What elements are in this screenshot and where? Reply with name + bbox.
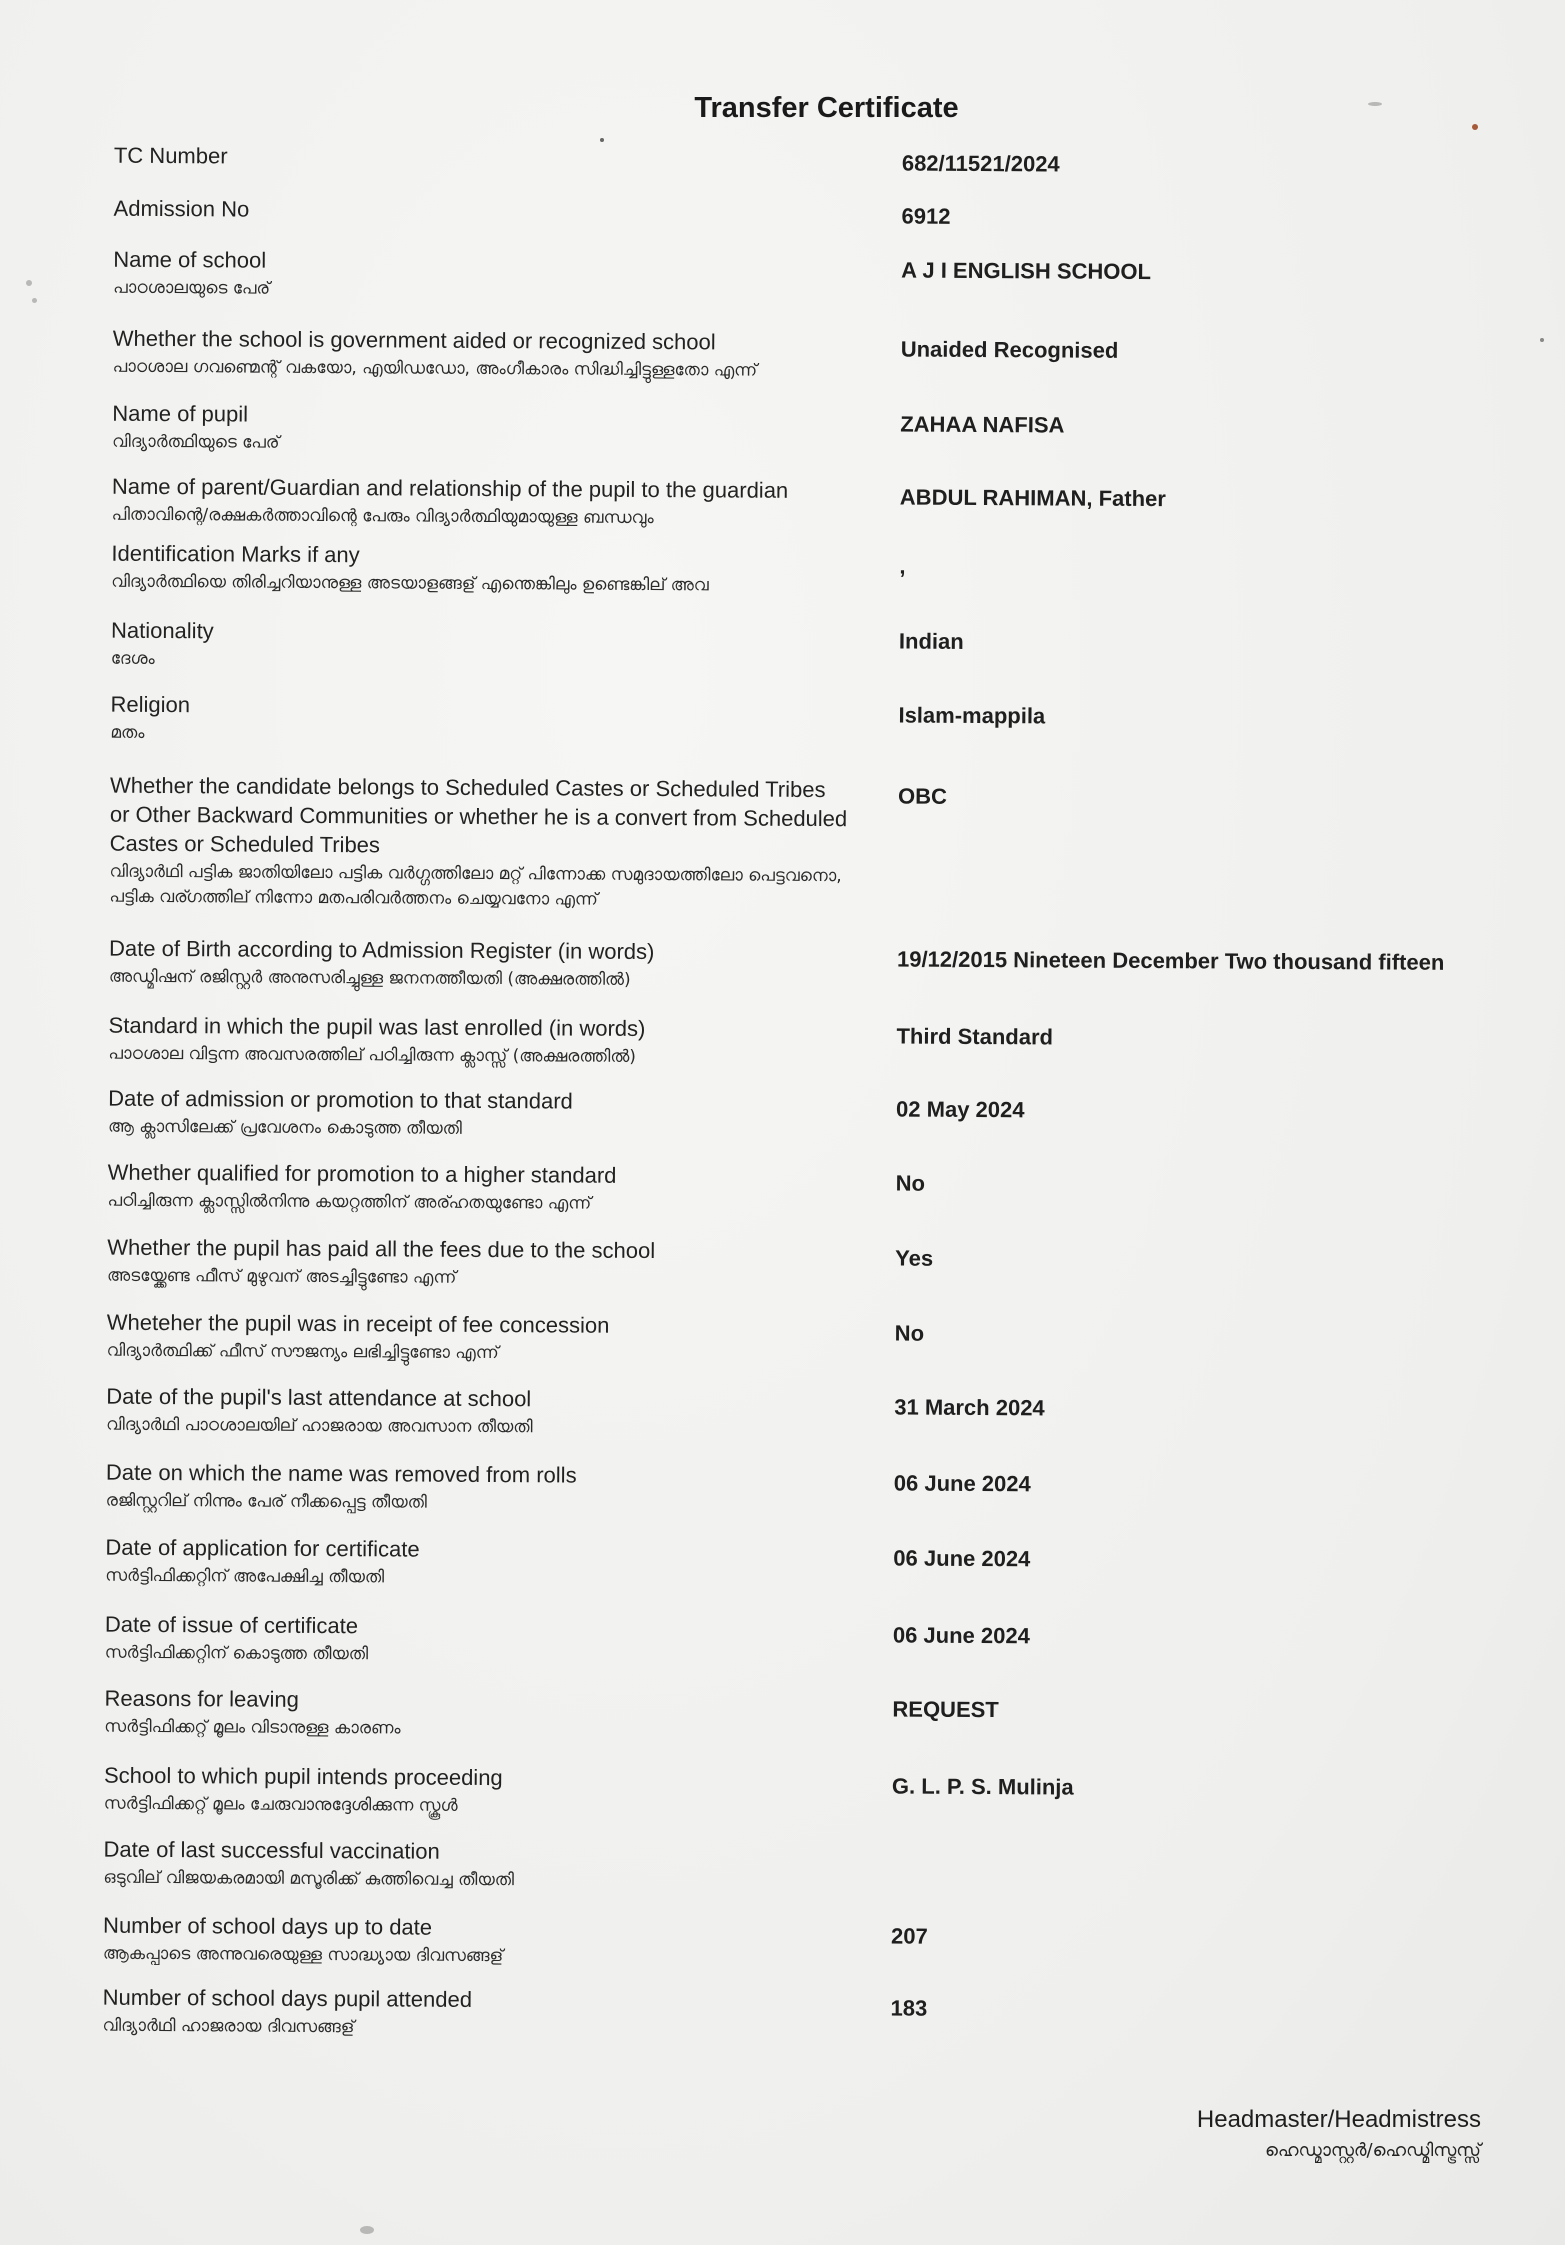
field-label-malayalam: പഠിച്ചിരുന്ന ക്ലാസ്സിൽനിന്നു കയറ്റത്തിന് അര്ഹതയുണ്ടോ എന്ന് (107, 1190, 592, 1214)
field-label-malayalam: വിദ്യാർഥി ഹാജരായ ദിവസങ്ങള് (102, 2015, 355, 2038)
field-row (0, 1609, 1556, 1665)
field-label-english: Standard in which the pupil was last enrolled (in words) (108, 1012, 646, 1041)
field-value: No (895, 1170, 926, 1196)
field-label (102, 1983, 842, 2044)
field-label (105, 1610, 845, 1671)
field-row (0, 140, 1565, 177)
field-label-malayalam: വിദ്യാർഥി പട്ടിക ജാതിയിലോ പട്ടിക വർഗ്ഗത്തിലോ മറ്റ് പിന്നോക്ക സമുദായത്തിലോ പെട്ടവനൊ, പട്ടിക വര്ഗത്തില് നിന്നോ മതപരിവർത്തനം ചെയ്യവനോ എന്ന് (109, 861, 842, 910)
field-value: 06 June 2024 (893, 1470, 1031, 1497)
field-label-english: Name of pupil (112, 400, 249, 427)
field-label-malayalam: വിദ്യാർത്ഥിയെ തിരിച്ചറിയാനുള്ള അടയാളങ്ങള് എന്തെങ്കിലും ഉണ്ടെങ്കില് അവ (111, 571, 709, 596)
field-label-english: Whether the school is government aided or recognized school (112, 325, 716, 355)
field-label-malayalam: ഒടുവില് വിജയകരമായി മസൂരിക്ക് കുത്തിവെച്ച തീയതി (103, 1867, 515, 1891)
field-label-malayalam: പാഠശാല വിട്ടന്ന അവസരത്തില് പഠിച്ചിരുന്ന ക്ലാസ്സ് (അക്ഷരത്തിൽ) (108, 1043, 637, 1067)
field-label-malayalam: അഡ്മിഷന് രജിസ്റ്റർ അനുസരിച്ചുള്ള ജനനത്തീയതി (അക്ഷരത്തിൽ) (108, 966, 631, 990)
scan-speck (1472, 124, 1478, 130)
field-label (113, 194, 853, 228)
field-row (0, 193, 1565, 229)
field-value: 207 (890, 1923, 928, 1949)
field-label (104, 1684, 844, 1745)
field-label (104, 1761, 844, 1822)
field-label-malayalam: സർട്ടിഫിക്കറ്റിന് കൊടുത്ത തീയതി (104, 1642, 369, 1665)
field-value: ABDUL RAHIMAN, Father (899, 484, 1166, 512)
field-value: Yes (895, 1245, 934, 1271)
field-label-english: Number of school days up to date (103, 1912, 433, 1940)
field-row (0, 1157, 1559, 1214)
field-value: G. L. P. S. Mulinja (891, 1773, 1074, 1800)
field-row (0, 933, 1560, 990)
field-value: A J I ENGLISH SCHOOL (901, 257, 1152, 285)
field-label-malayalam: ദേശം (110, 648, 155, 669)
field-value: 19/12/2015 Nineteen December Two thousand fifteen (896, 946, 1445, 975)
field-label (111, 539, 851, 600)
field-row (0, 1381, 1557, 1438)
field-label-english: Name of school (113, 246, 267, 273)
field-label (113, 324, 853, 385)
field-label-malayalam: സർട്ടിഫിക്കറ്റിന് അപേക്ഷിച്ച തീയതി (105, 1565, 385, 1588)
signature-label-malayalam: ഹെഡ്മാസ്റ്റർ/ഹെഡ്മിസ്ട്രസ്സ് (1265, 2140, 1481, 2161)
field-label-malayalam: വിദ്യാർത്ഥിക്ക് ഫീസ് സൗജന്യം ലഭിച്ചിട്ടുണ്ടോ എന്ന് (106, 1340, 499, 1364)
field-value: 682/11521/2024 (901, 150, 1060, 177)
field-row (0, 538, 1563, 596)
field-row (0, 1083, 1559, 1139)
field-label (106, 1458, 846, 1519)
field-label (106, 1382, 846, 1443)
field-label-english: School to which pupil intends proceeding (103, 1762, 503, 1791)
field-row (0, 1457, 1557, 1513)
field-label-english: Wheteher the pupil was in receipt of fee concession (106, 1309, 610, 1338)
scan-speck (32, 298, 37, 303)
field-value: Indian (898, 628, 964, 654)
field-label-english: Identification Marks if any (111, 540, 360, 568)
field-row (0, 1307, 1558, 1364)
scan-speck (600, 138, 604, 142)
field-label-malayalam: സർട്ടിഫിക്കറ്റ് മൂലം ചേരുവാനുദ്ദേശിക്കുന്ന സ്കൂൾ (103, 1793, 458, 1816)
certificate-fields (0, 140, 1565, 2038)
field-value: 02 May 2024 (896, 1096, 1025, 1123)
field-label (109, 771, 850, 915)
field-value: Islam-mappila (898, 702, 1046, 729)
field-label (108, 1011, 848, 1072)
field-value: 183 (890, 1995, 928, 2021)
field-label (107, 1233, 847, 1294)
field-label-malayalam: ആ ക്ലാസിലേക്ക് പ്രവേശനം കൊടുത്ത തീയതി (107, 1116, 462, 1139)
field-row (0, 689, 1562, 743)
field-label-malayalam: രജിസ്റ്ററില് നിന്നും പേര് നീക്കപ്പെട്ട തീയതി (105, 1490, 427, 1513)
field-label-english: Number of school days pupil attended (102, 1984, 473, 2012)
field-label (110, 690, 850, 751)
field-label (107, 1308, 847, 1369)
field-label-malayalam: ആകപ്പാടെ അന്നുവരെയുള്ള സാദ്ധ്യായ ദിവസങ്ങള് (102, 1943, 504, 1967)
field-label-english: Date of issue of certificate (104, 1611, 359, 1639)
page-title: Transfer Certificate (694, 92, 959, 124)
field-row (0, 398, 1563, 453)
field-row (0, 323, 1564, 381)
field-label (113, 245, 853, 306)
field-value: Third Standard (896, 1023, 1054, 1050)
field-label-malayalam: പാഠശാലയുടെ പേര് (113, 277, 271, 299)
field-label-english: Name of parent/Guardian and relationship of the pupil to the guardian (111, 473, 789, 503)
field-value: , (899, 553, 906, 579)
field-value: Unaided Recognised (900, 336, 1119, 363)
field-value: 06 June 2024 (892, 1622, 1030, 1649)
field-label-english: Date on which the name was removed from rolls (105, 1459, 577, 1488)
field-label-english: Date of the pupil's last attendance at school (106, 1383, 532, 1412)
field-row (0, 244, 1564, 299)
field-label (105, 1533, 845, 1594)
field-row (0, 1683, 1556, 1739)
field-value: No (894, 1320, 925, 1346)
field-label (103, 1835, 843, 1896)
field-label-english: Date of last successful vaccination (103, 1836, 440, 1864)
field-label-malayalam: സർട്ടിഫിക്കറ്റ് മൂലം വിടാനുള്ള കാരണം (104, 1716, 401, 1739)
field-row (0, 471, 1563, 528)
field-label-malayalam: അടയ്ക്കേണ്ട ഫീസ് മുഴുവന് അടച്ചിട്ടുണ്ടോ എന്ന് (107, 1265, 457, 1288)
field-label (112, 399, 852, 460)
field-label-english: Religion (110, 691, 191, 718)
signature-label: Headmaster/Headmistress (1196, 2106, 1481, 2133)
field-label-malayalam: പാഠശാല ഗവണ്മെന്റ് വകയോ, എയിഡഡോ, അംഗീകാരം സിദ്ധിച്ചിട്ടുള്ളതോ എന്ന് (112, 356, 758, 381)
field-value: ZAHAA NAFISA (900, 411, 1065, 438)
field-row (0, 770, 1561, 910)
scan-speck (1540, 338, 1544, 342)
field-row (0, 1232, 1558, 1288)
field-label (111, 616, 851, 677)
field-label-malayalam: വിദ്യാർഥി പാഠശാലയില് ഹാജരായ അവസാന തീയതി (106, 1414, 533, 1438)
scan-speck (26, 280, 32, 286)
field-row (0, 1010, 1560, 1067)
field-label-english: Whether qualified for promotion to a higher standard (107, 1159, 617, 1188)
field-value: REQUEST (892, 1696, 999, 1723)
field-label (114, 141, 854, 175)
field-label-malayalam: പിതാവിന്റെ/രക്ഷകർത്താവിന്റെ പേരും വിദ്യാർത്ഥിയുമായുള്ള ബന്ധവും (111, 504, 654, 528)
field-label-english: Nationality (110, 617, 214, 644)
field-value: OBC (897, 783, 947, 809)
scan-speck (360, 2226, 374, 2234)
field-label (107, 1158, 847, 1219)
field-label-english: Date of admission or promotion to that standard (108, 1085, 573, 1114)
field-row (0, 615, 1562, 669)
field-label (109, 934, 849, 995)
field-value: 06 June 2024 (893, 1545, 1031, 1572)
field-label-english: TC Number (113, 142, 228, 169)
field-label-english: Date of application for certificate (105, 1534, 420, 1562)
field-label-english: Whether the pupil has paid all the fees due to the school (107, 1234, 656, 1264)
field-label (112, 472, 852, 533)
field-row (0, 1834, 1555, 1891)
signature-block (1197, 2106, 1481, 2161)
field-label-malayalam: മതം (110, 722, 145, 743)
field-row (0, 1982, 1554, 2038)
field-row (0, 1910, 1554, 1967)
field-label-malayalam: വിദ്യാർത്ഥിയുടെ പേര് (112, 431, 280, 453)
field-label-english: Date of Birth according to Admission Register (in words) (108, 935, 655, 965)
field-label (108, 1084, 848, 1145)
field-row (0, 1760, 1555, 1816)
scan-speck (1368, 102, 1382, 106)
field-row (0, 1532, 1556, 1588)
field-label-english: Whether the candidate belongs to Scheduled Castes or Scheduled Tribes or Other Backward Communities or whether he is a convert from Scheduled Castes or Scheduled Tribes (109, 772, 848, 858)
field-value: 31 March 2024 (894, 1394, 1045, 1421)
field-value: 6912 (901, 203, 951, 229)
field-value (892, 1839, 1532, 1851)
field-label-english: Admission No (113, 195, 250, 222)
field-label (103, 1911, 843, 1972)
field-label-english: Reasons for leaving (104, 1685, 300, 1712)
